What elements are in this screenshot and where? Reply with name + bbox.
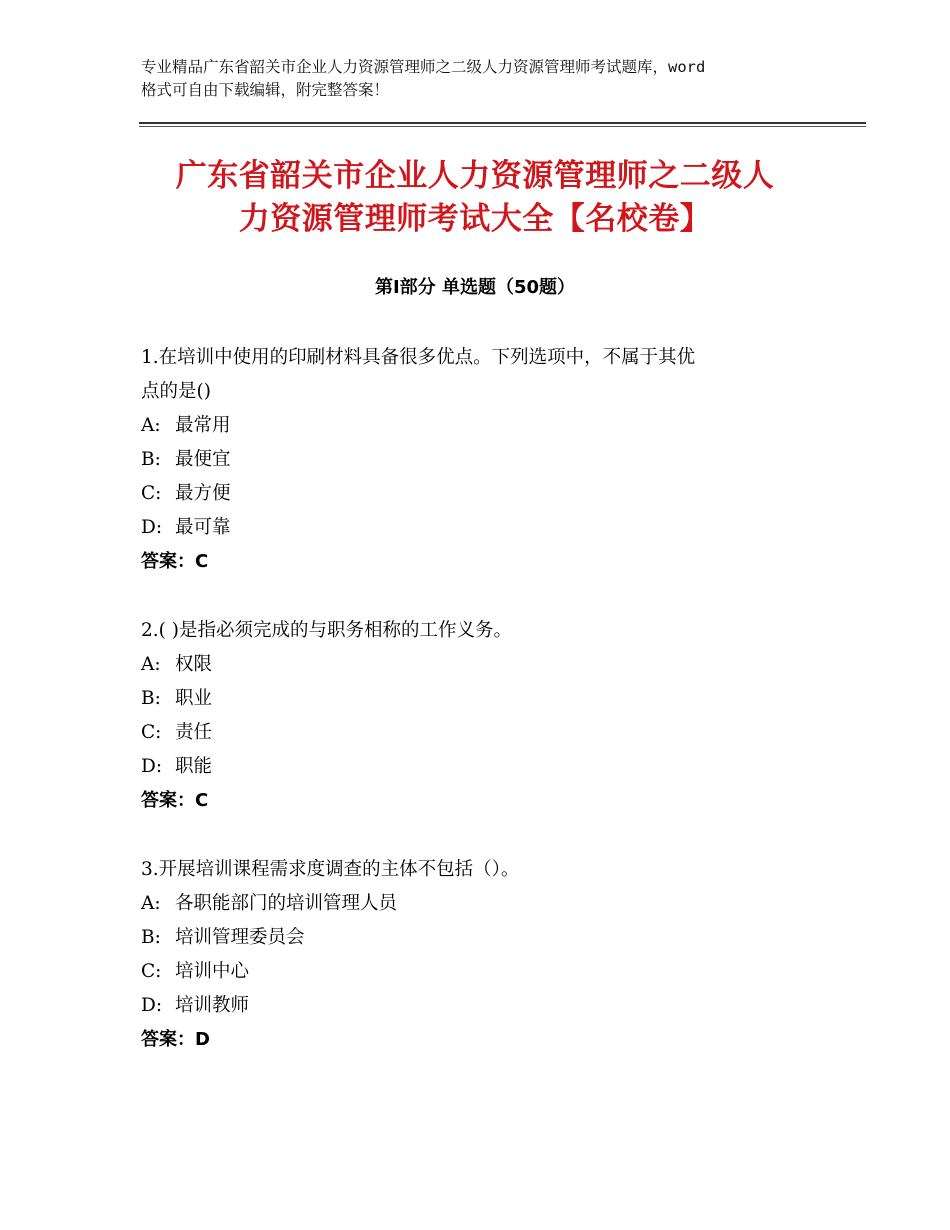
question-2-option-d bbox=[141, 750, 821, 784]
question-3-answer: 答案：D bbox=[141, 1029, 210, 1050]
question-1-option-b bbox=[141, 443, 821, 477]
header-note bbox=[141, 56, 831, 102]
section-title: 第Ⅰ部分 单选题（50题） bbox=[374, 277, 575, 298]
header-note-line-2: 格式可自由下载编辑，附完整答案！ bbox=[141, 81, 390, 99]
header-divider-thin bbox=[139, 126, 866, 127]
option-key: B: bbox=[141, 449, 161, 470]
option-text: 职业 bbox=[175, 688, 213, 709]
option-key: A: bbox=[141, 654, 161, 675]
option-text: 责任 bbox=[175, 722, 213, 743]
question-3 bbox=[141, 853, 821, 1057]
option-key: B: bbox=[141, 927, 161, 948]
option-text: 最便宜 bbox=[175, 449, 231, 470]
question-2-option-a bbox=[141, 648, 821, 682]
option-text: 最可靠 bbox=[175, 517, 231, 538]
question-1 bbox=[141, 341, 821, 579]
option-text: 培训教师 bbox=[175, 995, 250, 1016]
question-3-option-b bbox=[141, 921, 821, 955]
question-2-option-c bbox=[141, 716, 821, 750]
question-1-answer: 答案：C bbox=[141, 551, 209, 572]
option-key: C: bbox=[141, 961, 162, 982]
question-3-option-a bbox=[141, 887, 821, 921]
document-title-line-2: 力资源管理师考试大全【名校卷】 bbox=[238, 201, 712, 237]
option-key: A: bbox=[141, 415, 161, 436]
question-2-option-b bbox=[141, 682, 821, 716]
question-1-option-a bbox=[141, 409, 821, 443]
option-text: 职能 bbox=[175, 756, 213, 777]
option-text: 最方便 bbox=[175, 483, 231, 504]
question-2 bbox=[141, 614, 821, 818]
question-1-option-d bbox=[141, 511, 821, 545]
header-divider-thick bbox=[139, 122, 866, 124]
question-2-stem: 2.( )是指必须完成的与职务相称的工作义务。 bbox=[141, 620, 512, 641]
option-key: D: bbox=[141, 995, 163, 1016]
question-1-option-c bbox=[141, 477, 821, 511]
option-text: 培训管理委员会 bbox=[175, 927, 305, 948]
question-3-option-d bbox=[141, 989, 821, 1023]
question-1-stem-line-1: 1.在培训中使用的印刷材料具备很多优点。下列选项中，不属于其优 bbox=[141, 347, 696, 368]
option-key: A: bbox=[141, 893, 161, 914]
question-1-stem-line-2: 点的是() bbox=[141, 381, 211, 402]
option-key: D: bbox=[141, 756, 163, 777]
option-text: 各职能部门的培训管理人员 bbox=[175, 893, 398, 914]
option-text: 培训中心 bbox=[175, 961, 250, 982]
option-text: 权限 bbox=[175, 654, 213, 675]
question-3-option-c bbox=[141, 955, 821, 989]
document-title-line-1: 广东省韶关市企业人力资源管理师之二级人 bbox=[175, 158, 775, 194]
option-key: D: bbox=[141, 517, 163, 538]
document-title bbox=[120, 155, 830, 241]
option-key: C: bbox=[141, 722, 162, 743]
question-2-answer: 答案：C bbox=[141, 790, 209, 811]
option-key: B: bbox=[141, 688, 161, 709]
header-note-line-1: 专业精品广东省韶关市企业人力资源管理师之二级人力资源管理师考试题库，word bbox=[141, 58, 706, 76]
question-3-stem: 3.开展培训课程需求度调查的主体不包括（）。 bbox=[141, 859, 520, 880]
option-text: 最常用 bbox=[175, 415, 231, 436]
option-key: C: bbox=[141, 483, 162, 504]
